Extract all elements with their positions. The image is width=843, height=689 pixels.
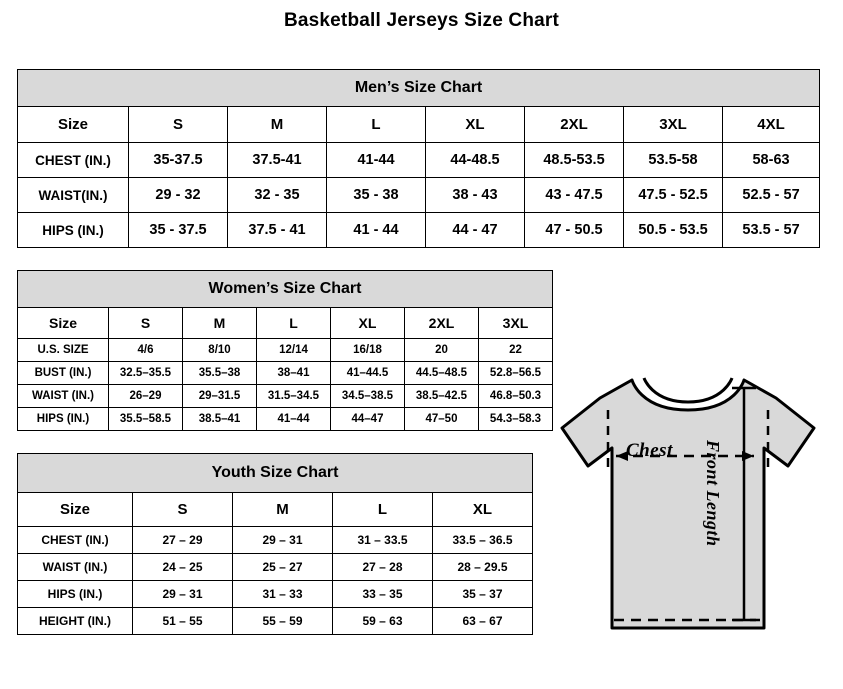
front-length-measure-label: Front Length (703, 440, 723, 547)
mens-waist-2xl: 43 - 47.5 (525, 178, 624, 213)
youth-col-xl: XL (433, 493, 533, 527)
womens-ussize-l: 12/14 (257, 339, 331, 362)
womens-hips-xl: 44–47 (331, 408, 405, 431)
womens-waist-3xl: 46.8–50.3 (479, 385, 553, 408)
table-row (18, 608, 533, 635)
womens-bust-m: 35.5–38 (183, 362, 257, 385)
womens-bust-xl: 41–44.5 (331, 362, 405, 385)
womens-row-label-us-size: U.S. SIZE (18, 339, 109, 362)
jersey-diagram (540, 358, 836, 674)
mens-waist-xl: 38 - 43 (426, 178, 525, 213)
youth-chest-m: 29 – 31 (233, 527, 333, 554)
chest-measure-label: Chest (626, 440, 673, 461)
womens-hips-3xl: 54.3–58.3 (479, 408, 553, 431)
youth-size-chart-table (17, 453, 533, 635)
youth-waist-l: 27 – 28 (333, 554, 433, 581)
mens-hips-2xl: 47 - 50.5 (525, 213, 624, 248)
mens-row-label-hips: HIPS (IN.) (18, 213, 129, 248)
mens-col-l: L (327, 107, 426, 143)
womens-waist-s: 26–29 (109, 385, 183, 408)
youth-height-l: 59 – 63 (333, 608, 433, 635)
table-row (18, 213, 820, 248)
womens-hips-2xl: 47–50 (405, 408, 479, 431)
mens-hips-m: 37.5 - 41 (228, 213, 327, 248)
mens-hips-l: 41 - 44 (327, 213, 426, 248)
womens-col-l: L (257, 308, 331, 339)
mens-chart-caption: Men’s Size Chart (18, 70, 820, 107)
youth-row-label-waist: WAIST (IN.) (18, 554, 133, 581)
womens-col-3xl: 3XL (479, 308, 553, 339)
youth-header-row (18, 493, 533, 527)
youth-row-label-chest: CHEST (IN.) (18, 527, 133, 554)
womens-waist-l: 31.5–34.5 (257, 385, 331, 408)
womens-row-label-bust: BUST (IN.) (18, 362, 109, 385)
mens-col-size: Size (18, 107, 129, 143)
womens-row-label-waist: WAIST (IN.) (18, 385, 109, 408)
womens-chart-caption-row (18, 271, 553, 308)
table-row (18, 581, 533, 608)
womens-bust-2xl: 44.5–48.5 (405, 362, 479, 385)
mens-chest-3xl: 53.5-58 (624, 143, 723, 178)
mens-size-chart-table (17, 69, 820, 248)
mens-hips-4xl: 53.5 - 57 (723, 213, 820, 248)
mens-row-label-chest: CHEST (IN.) (18, 143, 129, 178)
youth-row-label-hips: HIPS (IN.) (18, 581, 133, 608)
table-row (18, 143, 820, 178)
table-row (18, 408, 553, 431)
youth-chest-s: 27 – 29 (133, 527, 233, 554)
mens-col-4xl: 4XL (723, 107, 820, 143)
mens-col-xl: XL (426, 107, 525, 143)
mens-hips-xl: 44 - 47 (426, 213, 525, 248)
mens-hips-s: 35 - 37.5 (129, 213, 228, 248)
womens-waist-2xl: 38.5–42.5 (405, 385, 479, 408)
womens-col-xl: XL (331, 308, 405, 339)
youth-height-s: 51 – 55 (133, 608, 233, 635)
mens-header-row (18, 107, 820, 143)
youth-hips-xl: 35 – 37 (433, 581, 533, 608)
youth-row-label-height: HEIGHT (IN.) (18, 608, 133, 635)
youth-waist-s: 24 – 25 (133, 554, 233, 581)
womens-waist-xl: 34.5–38.5 (331, 385, 405, 408)
mens-chest-2xl: 48.5-53.5 (525, 143, 624, 178)
mens-chest-xl: 44-48.5 (426, 143, 525, 178)
youth-hips-s: 29 – 31 (133, 581, 233, 608)
mens-col-3xl: 3XL (624, 107, 723, 143)
mens-col-m: M (228, 107, 327, 143)
mens-waist-3xl: 47.5 - 52.5 (624, 178, 723, 213)
womens-ussize-xl: 16/18 (331, 339, 405, 362)
youth-height-m: 55 – 59 (233, 608, 333, 635)
womens-col-m: M (183, 308, 257, 339)
mens-waist-l: 35 - 38 (327, 178, 426, 213)
mens-chart-caption-row (18, 70, 820, 107)
mens-chest-4xl: 58-63 (723, 143, 820, 178)
womens-chart-caption: Women’s Size Chart (18, 271, 553, 308)
womens-size-chart-table (17, 270, 553, 431)
womens-ussize-3xl: 22 (479, 339, 553, 362)
table-row (18, 339, 553, 362)
mens-chest-s: 35-37.5 (129, 143, 228, 178)
mens-waist-4xl: 52.5 - 57 (723, 178, 820, 213)
mens-chest-m: 37.5-41 (228, 143, 327, 178)
youth-col-l: L (333, 493, 433, 527)
mens-waist-s: 29 - 32 (129, 178, 228, 213)
page-title: Basketball Jerseys Size Chart (283, 10, 560, 31)
mens-col-2xl: 2XL (525, 107, 624, 143)
table-row (18, 362, 553, 385)
youth-chart-caption: Youth Size Chart (18, 454, 533, 493)
womens-col-s: S (109, 308, 183, 339)
youth-col-size: Size (18, 493, 133, 527)
youth-hips-l: 33 – 35 (333, 581, 433, 608)
youth-chart-caption-row (18, 454, 533, 493)
womens-ussize-m: 8/10 (183, 339, 257, 362)
womens-hips-l: 41–44 (257, 408, 331, 431)
womens-bust-3xl: 52.8–56.5 (479, 362, 553, 385)
mens-hips-3xl: 50.5 - 53.5 (624, 213, 723, 248)
jersey-shape-icon (540, 358, 836, 674)
womens-waist-m: 29–31.5 (183, 385, 257, 408)
youth-hips-m: 31 – 33 (233, 581, 333, 608)
youth-col-m: M (233, 493, 333, 527)
womens-hips-m: 38.5–41 (183, 408, 257, 431)
mens-chest-l: 41-44 (327, 143, 426, 178)
womens-bust-s: 32.5–35.5 (109, 362, 183, 385)
womens-bust-l: 38–41 (257, 362, 331, 385)
youth-height-xl: 63 – 67 (433, 608, 533, 635)
womens-col-size: Size (18, 308, 109, 339)
table-row (18, 178, 820, 213)
youth-waist-xl: 28 – 29.5 (433, 554, 533, 581)
table-row (18, 554, 533, 581)
mens-row-label-waist: WAIST(IN.) (18, 178, 129, 213)
womens-col-2xl: 2XL (405, 308, 479, 339)
womens-header-row (18, 308, 553, 339)
mens-waist-m: 32 - 35 (228, 178, 327, 213)
womens-hips-s: 35.5–58.5 (109, 408, 183, 431)
womens-row-label-hips: HIPS (IN.) (18, 408, 109, 431)
table-row (18, 527, 533, 554)
youth-col-s: S (133, 493, 233, 527)
womens-ussize-s: 4/6 (109, 339, 183, 362)
youth-waist-m: 25 – 27 (233, 554, 333, 581)
womens-ussize-2xl: 20 (405, 339, 479, 362)
youth-chest-xl: 33.5 – 36.5 (433, 527, 533, 554)
table-row (18, 385, 553, 408)
youth-chest-l: 31 – 33.5 (333, 527, 433, 554)
mens-col-s: S (129, 107, 228, 143)
